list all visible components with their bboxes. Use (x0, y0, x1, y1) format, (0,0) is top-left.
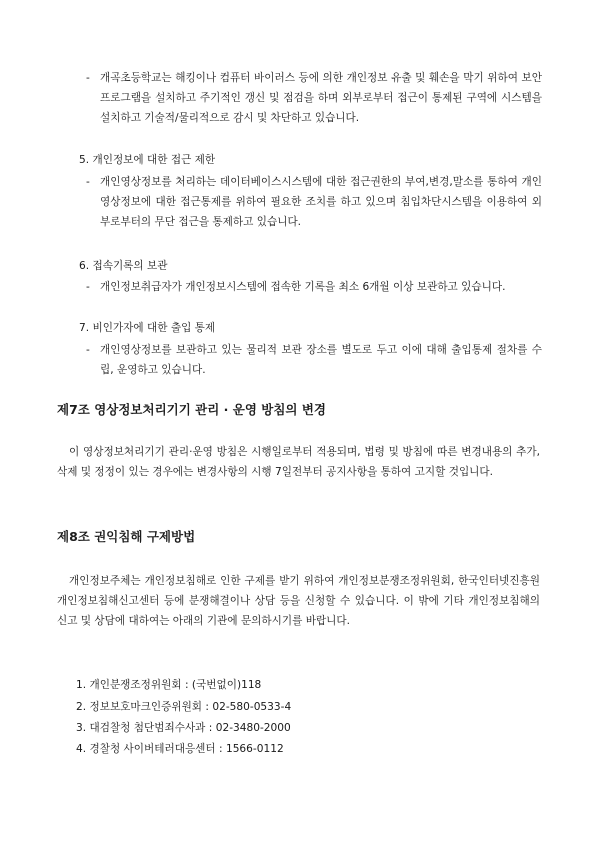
bullet-text: 개곡초등학교는 해킹이나 컴퓨터 바이러스 등에 의한 개인정보 유출 및 훼손을 막기 위하여 보안프로그램을 설치하고 주기적인 갱신 및 점검을 하며 외부로부터 접근이 통제된 구역에 시스템을 설치하고 기술적/물리적으로 감시 및 차단하고 있습니다. (100, 72, 542, 124)
section-8-body (57, 571, 540, 631)
bullet-dash: - (86, 176, 90, 188)
bullet-text: 개인영상정보를 처리하는 데이터베이스시스템에 대한 접근권한의 부여,변경,말소를 통하여 개인영상정보에 대한 접근통제를 위하여 필요한 조치를 하고 있으며 침입차단시스템을 이용하여 외부로부터의 무단 접근을 통제하고 있습니다. (100, 176, 542, 228)
contact-item: 2. 정보보호마크인증위원회 : 02-580-0533-4 (76, 701, 292, 713)
bullet-dash: - (86, 72, 90, 84)
contact-item: 4. 경찰청 사이버테러대응센터 : 1566-0112 (76, 743, 284, 755)
bullet-text: 개인영상정보를 보관하고 있는 물리적 보관 장소를 별도로 두고 이에 대해 출입통제 절차를 수립, 운영하고 있습니다. (100, 344, 542, 376)
bullet-security-program (86, 68, 542, 128)
bullet-entry-control (86, 340, 542, 380)
item-6-title: 6. 접속기록의 보관 (79, 260, 168, 272)
item-7-title: 7. 비인가자에 대한 출입 통제 (79, 322, 216, 334)
contact-item: 1. 개인분쟁조정위원회 : (국번없이)118 (76, 679, 262, 691)
section-7-heading: 제7조 영상정보처리기기 관리 · 운영 방침의 변경 (57, 402, 326, 417)
item-5-title: 5. 개인정보에 대한 접근 제한 (79, 154, 216, 166)
section-7-body (57, 442, 540, 482)
bullet-access-limit (86, 172, 542, 232)
bullet-access-log (86, 277, 542, 297)
contact-item: 3. 대검찰청 첨단범죄수사과 : 02-3480-2000 (76, 722, 291, 734)
section-8-heading: 제8조 권익침해 구제방법 (57, 529, 196, 544)
bullet-dash: - (86, 281, 90, 293)
bullet-dash: - (86, 344, 90, 356)
section-7-text: 이 영상정보처리기기 관리·운영 방침은 시행일로부터 적용되며, 법령 및 방침에 따른 변경내용의 추가, 삭제 및 정정이 있는 경우에는 변경사항의 시행 7일전부터 공지사항을 통하여 고지할 것입니다. (57, 446, 540, 478)
section-8-text: 개인정보주체는 개인정보침해로 인한 구제를 받기 위하여 개인정보분쟁조정위원회, 한국인터넷진흥원 개인정보침해신고센터 등에 분쟁해결이나 상담 등을 신청할 수 있습니다. 이 밖에 기타 개인정보침해의 신고 및 상담에 대하여는 아래의 기관에 문의하시기를 바랍니다. (57, 575, 540, 627)
bullet-text: 개인정보취급자가 개인정보시스템에 접속한 기록을 최소 6개월 이상 보관하고 있습니다. (100, 281, 506, 293)
